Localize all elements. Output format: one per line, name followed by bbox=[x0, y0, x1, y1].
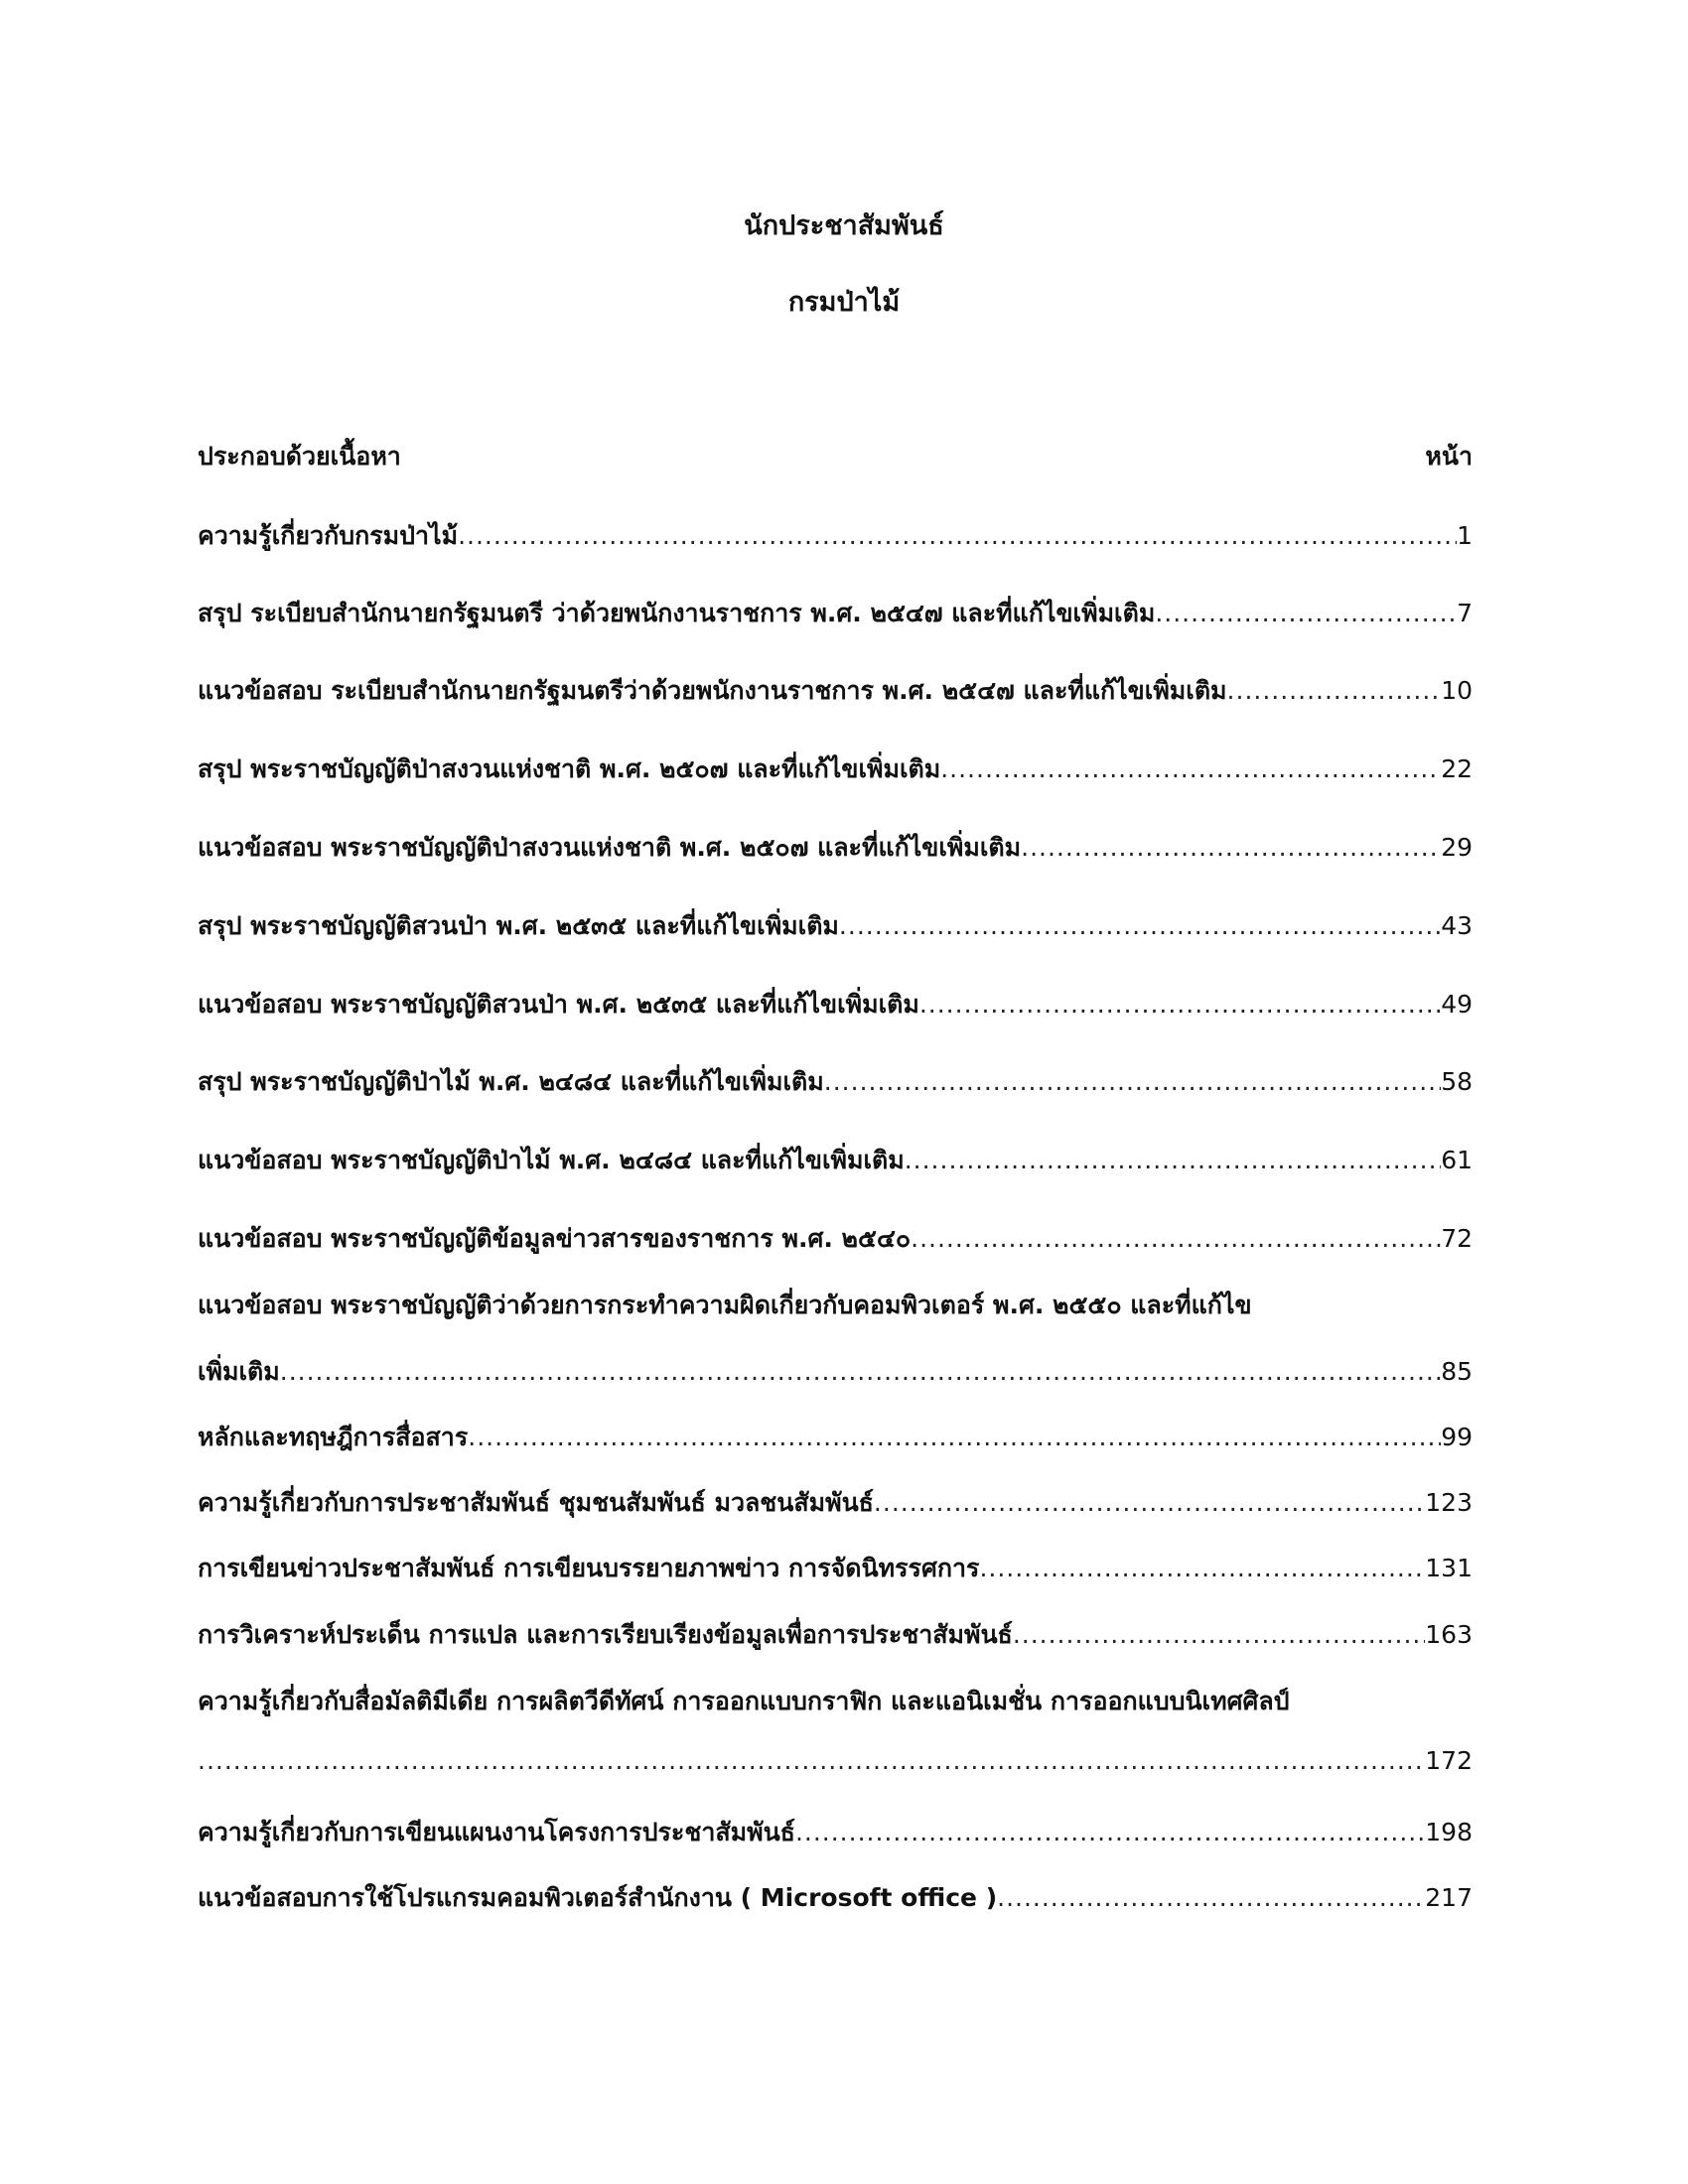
dot-leader bbox=[1021, 833, 1441, 862]
page-number: 123 bbox=[1425, 1488, 1473, 1517]
dot-leader bbox=[198, 1746, 1425, 1775]
page-number: 43 bbox=[1441, 911, 1473, 940]
toc-entry[interactable]: แนวข้อสอบ ระเบียบสำนักนายกรัฐมนตรีว่าด้วยพนักงานราชการ พ.ศ. ๒๕๔๗ และที่แก้ไขเพิ่มเติม ..... 10 bbox=[198, 671, 1473, 731]
toc-entry[interactable]: สรุป พระราชบัญญัติป่าไม้ พ.ศ. ๒๔๘๔ และที่แก้ไขเพิ่มเติม ..... 58 bbox=[198, 1062, 1473, 1122]
dot-leader bbox=[874, 1488, 1425, 1517]
toc-entry[interactable]: การเขียนข่าวประชาสัมพันธ์ การเขียนบรรยายภาพข่าว การจัดนิทรรศการ ..... 131 bbox=[198, 1549, 1473, 1608]
document-subtitle: กรมป่าไม้ bbox=[787, 287, 901, 318]
toc-entry[interactable]: แนวข้อสอบการใช้โปรแกรมคอมพิวเตอร์สำนักงาน ( Microsoft office ) ..... 217 bbox=[198, 1878, 1473, 1938]
dot-leader bbox=[458, 521, 1457, 550]
toc-entry[interactable]: ความรู้เกี่ยวกับกรมป่าไม้ ..... 1 bbox=[198, 516, 1473, 576]
toc-entry[interactable]: ความรู้เกี่ยวกับการประชาสัมพันธ์ ชุมชนสัมพันธ์ มวลชนสัมพันธ์ ..... 123 bbox=[198, 1483, 1473, 1543]
page-number: 58 bbox=[1441, 1067, 1473, 1096]
page-number: 22 bbox=[1441, 754, 1473, 783]
toc-entry[interactable]: แนวข้อสอบ พระราชบัญญัติว่าด้วยการกระทำความผิดเกี่ยวกับคอมพิวเตอร์ พ.ศ. ๒๕๕๐ และที่แก้ไข bbox=[198, 1291, 1252, 1319]
dot-leader bbox=[905, 1146, 1441, 1174]
toc-entry[interactable]: ความรู้เกี่ยวกับสื่อมัลติมีเดีย การผลิตวีดีทัศน์ การออกแบบกราฟิก และแอนิเมชั่น การออกแบบนิเทศศิลป์ bbox=[198, 1687, 1290, 1715]
toc-entry[interactable]: หลักและทฤษฎีการสื่อสาร ..... 99 bbox=[198, 1418, 1473, 1477]
document-title: นักประชาสัมพันธ์ bbox=[744, 210, 944, 241]
toc-header-label: ประกอบด้วยเนื้อหา bbox=[198, 442, 401, 471]
page-number: 29 bbox=[1441, 833, 1473, 862]
toc-entry[interactable]: แนวข้อสอบ พระราชบัญญัติป่าไม้ พ.ศ. ๒๔๘๔ และที่แก้ไขเพิ่มเติม ..... 61 bbox=[198, 1141, 1473, 1200]
toc-page-label: หน้า bbox=[1425, 442, 1473, 471]
dot-leader bbox=[919, 990, 1441, 1019]
dot-leader bbox=[979, 1554, 1425, 1582]
toc-entry-continued[interactable] bbox=[198, 1746, 1473, 1806]
toc-entry[interactable]: แนวข้อสอบ พระราชบัญญัติป่าสงวนแห่งชาติ พ.ศ. ๒๕๐๗ และที่แก้ไขเพิ่มเติม ..... 29 bbox=[198, 828, 1473, 887]
toc-entry-continued[interactable]: เพิ่มเติม ..... 85 bbox=[198, 1352, 1473, 1412]
toc-entry[interactable]: สรุป ระเบียบสำนักนายกรัฐมนตรี ว่าด้วยพนักงานราชการ พ.ศ. ๒๕๔๗ และที่แก้ไขเพิ่มเติม ..... 7 bbox=[198, 594, 1473, 653]
page-number: 198 bbox=[1425, 1818, 1473, 1846]
page-number: 1 bbox=[1457, 521, 1473, 550]
toc-entry[interactable]: สรุป พระราชบัญญัติป่าสงวนแห่งชาติ พ.ศ. ๒๕๐๗ และที่แก้ไขเพิ่มเติม ..... 22 bbox=[198, 750, 1473, 809]
toc-header bbox=[198, 437, 1473, 496]
page-number: 217 bbox=[1425, 1883, 1473, 1912]
dot-leader bbox=[468, 1423, 1441, 1451]
dot-leader bbox=[1155, 599, 1457, 627]
toc-entry[interactable]: สรุป พระราชบัญญัติสวนป่า พ.ศ. ๒๕๓๕ และที่แก้ไขเพิ่มเติม ..... 43 bbox=[198, 906, 1473, 966]
toc-entry[interactable]: การวิเคราะห์ประเด็น การแปล และการเรียบเรียงข้อมูลเพื่อการประชาสัมพันธ์ ..... 163 bbox=[198, 1615, 1473, 1675]
page-number: 172 bbox=[1425, 1746, 1473, 1775]
dot-leader bbox=[911, 1224, 1441, 1253]
dot-leader bbox=[1227, 676, 1442, 705]
page-number: 131 bbox=[1425, 1554, 1473, 1582]
toc-entry[interactable]: ความรู้เกี่ยวกับการเขียนแผนงานโครงการประชาสัมพันธ์ ..... 198 bbox=[198, 1813, 1473, 1872]
page-number: 49 bbox=[1441, 990, 1473, 1019]
page-number: 163 bbox=[1425, 1620, 1473, 1649]
dot-leader bbox=[280, 1357, 1441, 1386]
page-number: 10 bbox=[1441, 676, 1473, 705]
dot-leader bbox=[795, 1818, 1425, 1846]
toc-entry[interactable]: แนวข้อสอบ พระราชบัญญัติข้อมูลข่าวสารของราชการ พ.ศ. ๒๕๔๐ ..... 72 bbox=[198, 1219, 1473, 1279]
page-number: 61 bbox=[1441, 1146, 1473, 1174]
dot-leader bbox=[997, 1883, 1425, 1912]
page-number: 85 bbox=[1441, 1357, 1473, 1386]
page-number: 7 bbox=[1457, 599, 1473, 627]
dot-leader bbox=[824, 1067, 1441, 1096]
toc-entry[interactable]: แนวข้อสอบ พระราชบัญญัติสวนป่า พ.ศ. ๒๕๓๕ และที่แก้ไขเพิ่มเติม ..... 49 bbox=[198, 985, 1473, 1044]
dot-leader bbox=[940, 754, 1441, 783]
dot-leader bbox=[839, 911, 1441, 940]
page-number: 72 bbox=[1441, 1224, 1473, 1253]
dot-leader bbox=[1013, 1620, 1425, 1649]
page-number: 99 bbox=[1441, 1423, 1473, 1451]
